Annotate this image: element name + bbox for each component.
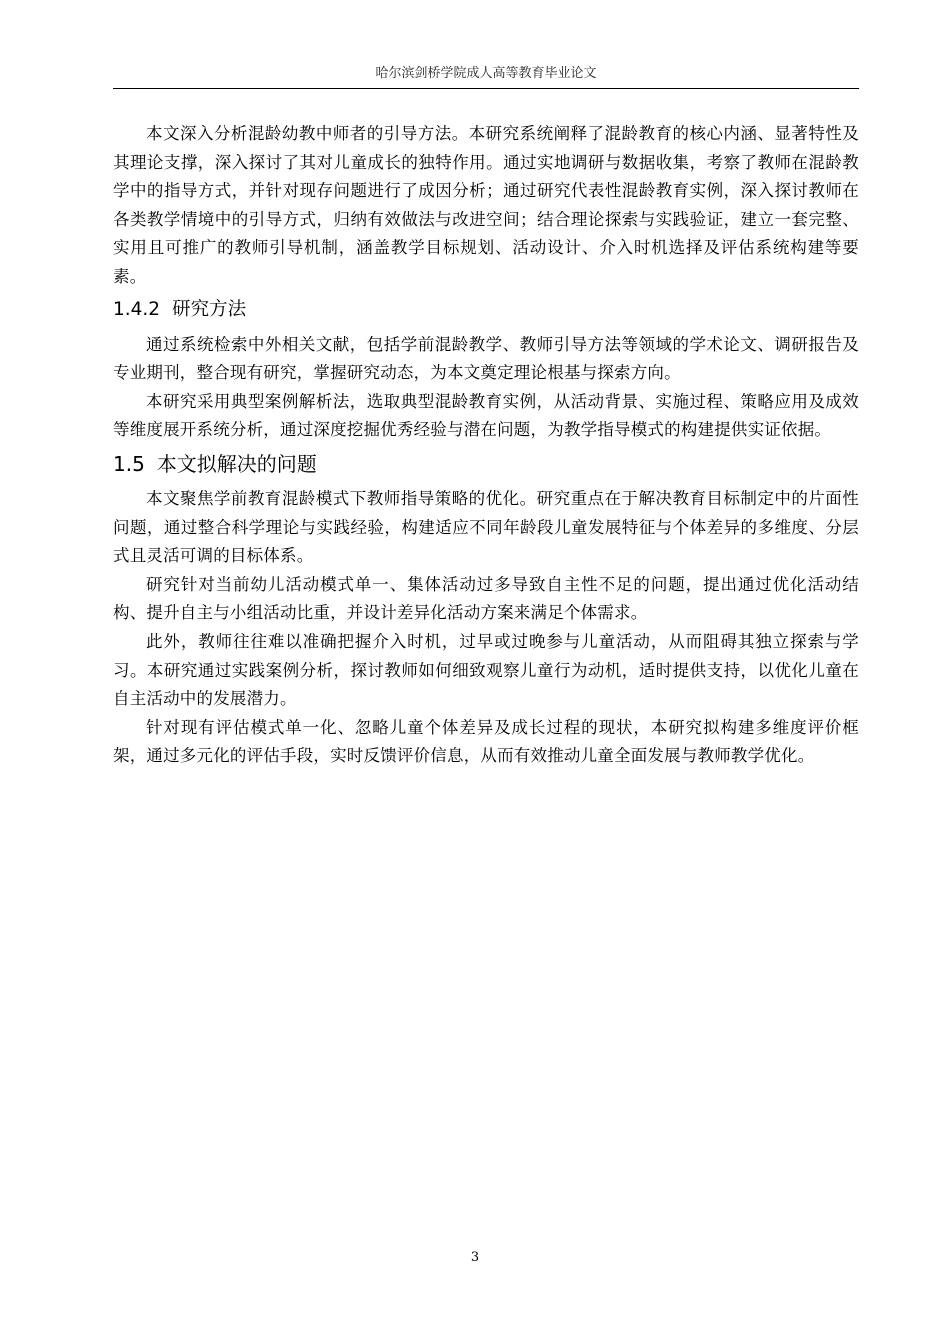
page-body bbox=[113, 120, 859, 771]
header-divider bbox=[113, 88, 859, 89]
paragraph: 研究针对当前幼儿活动模式单一、集体活动过多导致自主性不足的问题，提出通过优化活动结构、提升自主与小组活动比重，并设计差异化活动方案来满足个体需求。 bbox=[113, 574, 859, 623]
section-title: 本文拟解决的问题 bbox=[156, 451, 317, 476]
section-heading-1-4-2 bbox=[113, 292, 859, 331]
paragraph: 此外，教师往往难以准确把握介入时机，过早或过晚参与儿童活动，从而阻碍其独立探索与学习。本研究通过实践案例分析，探讨教师如何细致观察儿童行为动机，适时提供支持，以优化儿童在自主活动中的发展潜力。 bbox=[113, 631, 859, 709]
section-number: 1.4.2 bbox=[113, 298, 161, 320]
page-number: 3 bbox=[470, 1250, 480, 1265]
section-heading-1-5 bbox=[113, 445, 859, 485]
running-header: 哈尔滨剑桥学院成人高等教育毕业论文 bbox=[375, 66, 597, 81]
paragraph: 本研究采用典型案例解析法，选取典型混龄教育实例，从活动背景、实施过程、策略应用及成效等维度展开系统分析，通过深度挖掘优秀经验与潜在问题，为教学指导模式的构建提供实证依据。 bbox=[113, 391, 859, 440]
section-title: 研究方法 bbox=[172, 298, 247, 320]
paragraph: 通过系统检索中外相关文献，包括学前混龄教学、教师引导方法等领域的学术论文、调研报告及专业期刊，整合现有研究，掌握研究动态，为本文奠定理论根基与探索方向。 bbox=[113, 334, 859, 383]
intro-paragraph: 本文深入分析混龄幼教中师者的引导方法。本研究系统阐释了混龄教育的核心内涵、显著特性及其理论支撑，深入探讨了其对儿童成长的独特作用。通过实地调研与数据收集，考察了教师在混龄教学中的指导方式，并针对现存问题进行了成因分析；通过研究代表性混龄教育实例，深入探讨教师在各类教学情境中的引导方式，归纳有效做法与改进空间；结合理论探索与实践验证，建立一套完整、实用且可推广的教师引导机制，涵盖教学目标规划、活动设计、介入时机选择及评估系统构建等要素。 bbox=[113, 124, 859, 286]
paragraph: 针对现有评估模式单一化、忽略儿童个体差异及成长过程的现状，本研究拟构建多维度评价框架，通过多元化的评估手段，实时反馈评价信息，从而有效推动儿童全面发展与教师教学优化。 bbox=[113, 717, 859, 766]
paragraph: 本文聚焦学前教育混龄模式下教师指导策略的优化。研究重点在于解决教育目标制定中的片面性问题，通过整合科学理论与实践经验，构建适应不同年龄段儿童发展特征与个体差异的多维度、分层式且灵活可调的目标体系。 bbox=[113, 488, 859, 566]
section-number: 1.5 bbox=[113, 451, 145, 476]
